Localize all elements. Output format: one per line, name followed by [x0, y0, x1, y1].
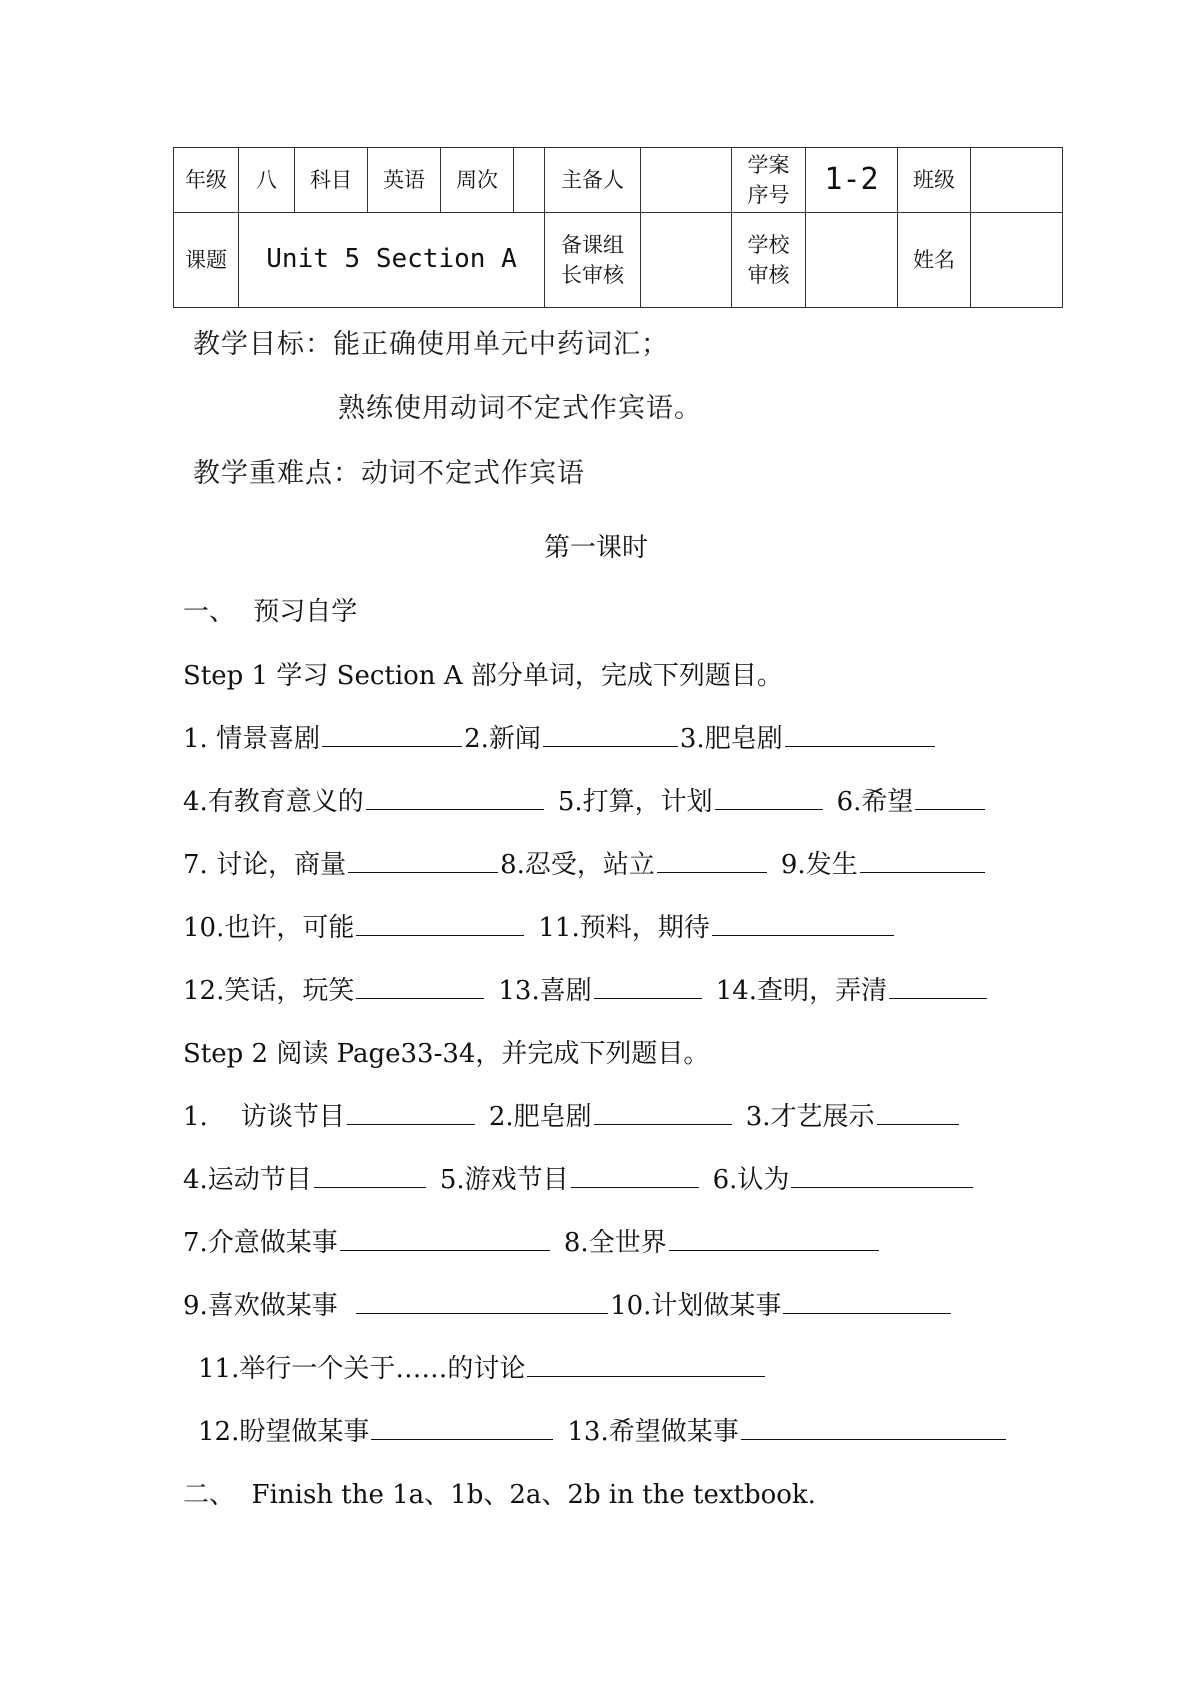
step2-item-5: 5.游戏节目 — [439, 1165, 569, 1195]
header-table — [173, 147, 1063, 308]
step2-item-3: 3.才艺展示 — [745, 1102, 875, 1132]
school-review-value — [806, 213, 898, 308]
step2-row-2 — [183, 1159, 975, 1196]
answer-blank[interactable] — [366, 785, 544, 810]
section1-heading: 一、 预习自学 — [183, 597, 358, 627]
preparer-label: 主备人 — [545, 148, 641, 213]
answer-blank[interactable] — [785, 722, 935, 747]
step1-item-2: 2.新闻 — [464, 724, 541, 754]
grade-value: 八 — [239, 148, 295, 213]
case-no-label — [732, 148, 806, 213]
step2-row-4 — [183, 1285, 953, 1322]
step1-item-5: 5.打算，计划 — [557, 787, 713, 817]
topic-value: Unit 5 Section A — [239, 213, 545, 308]
school-review-label-line2: 审核 — [747, 263, 790, 287]
answer-blank[interactable] — [657, 848, 767, 873]
topic-label: 课题 — [174, 213, 239, 308]
answer-blank[interactable] — [877, 1100, 959, 1125]
week-label: 周次 — [441, 148, 514, 213]
step1-item-1: 1. 情景喜剧 — [183, 724, 321, 754]
answer-blank[interactable] — [594, 974, 702, 999]
name-value — [971, 213, 1063, 308]
step2-item-12: 12.盼望做某事 — [198, 1417, 370, 1447]
step2-item-11: 11.举行一个关于……的讨论 — [198, 1354, 526, 1384]
class-label: 班级 — [898, 148, 971, 213]
answer-blank[interactable] — [741, 1415, 1006, 1440]
name-label: 姓名 — [898, 213, 971, 308]
group-review-value — [641, 213, 732, 308]
step1-title: Step 1 学习 Section A 部分单词，完成下列题目。 — [183, 661, 783, 691]
class-value — [971, 148, 1063, 213]
step1-row-5 — [183, 970, 989, 1007]
step2-item-6: 6.认为 — [712, 1165, 790, 1195]
step1-item-6: 6.希望 — [836, 787, 914, 817]
answer-blank[interactable] — [712, 911, 894, 936]
subject-value: 英语 — [368, 148, 441, 213]
step1-item-14: 14.查明，弄清 — [715, 976, 888, 1006]
answer-blank[interactable] — [669, 1226, 879, 1251]
answer-blank[interactable] — [571, 1163, 699, 1188]
step1-row-1 — [183, 718, 937, 755]
step2-row-3 — [183, 1222, 881, 1259]
step2-row-6 — [198, 1411, 1008, 1448]
step2-item-8: 8.全世界 — [563, 1228, 667, 1258]
step1-row-3 — [183, 844, 987, 881]
step2-item-4: 4.运动节目 — [183, 1165, 312, 1195]
case-no-label-line1: 学案 — [747, 152, 790, 177]
teaching-goal-line2: 熟练使用动词不定式作宾语。 — [338, 393, 702, 424]
answer-blank[interactable] — [356, 1289, 608, 1314]
answer-blank[interactable] — [860, 848, 985, 873]
group-review-label-line2: 长审核 — [561, 263, 624, 287]
answer-blank[interactable] — [889, 974, 987, 999]
step1-item-9: 9.发生 — [780, 850, 858, 880]
answer-blank[interactable] — [356, 974, 484, 999]
answer-blank[interactable] — [356, 911, 524, 936]
step2-item-10: 10.计划做某事 — [610, 1291, 782, 1321]
lesson-title: 第一课时 — [544, 533, 649, 563]
step2-row-5 — [198, 1348, 767, 1385]
answer-blank[interactable] — [348, 848, 498, 873]
answer-blank[interactable] — [715, 785, 823, 810]
school-review-label — [732, 213, 806, 308]
step2-item-9: 9.喜欢做某事 — [183, 1291, 347, 1321]
week-value — [514, 148, 545, 213]
step2-title: Step 2 阅读 Page33-34，并完成下列题目。 — [183, 1039, 710, 1069]
subject-label: 科目 — [295, 148, 368, 213]
step1-item-12: 12.笑话，玩笑 — [183, 976, 355, 1006]
group-review-label — [545, 213, 641, 308]
teaching-goal-line1: 教学目标：能正确使用单元中药词汇； — [193, 329, 669, 360]
step2-row-1 — [183, 1096, 961, 1133]
answer-blank[interactable] — [543, 722, 678, 747]
answer-blank[interactable] — [594, 1100, 732, 1125]
step1-item-4: 4.有教育意义的 — [183, 787, 364, 817]
answer-blank[interactable] — [371, 1415, 553, 1440]
grade-label: 年级 — [174, 148, 239, 213]
step1-item-3: 3.肥皂剧 — [679, 724, 783, 754]
step1-row-4 — [183, 907, 896, 944]
section2-heading: 二、 Finish the 1a、1b、2a、2b in the textbook. — [183, 1480, 816, 1510]
step1-item-13: 13.喜剧 — [498, 976, 592, 1006]
preparer-value — [641, 148, 732, 213]
answer-blank[interactable] — [322, 722, 462, 747]
group-review-label-line1: 备课组 — [561, 232, 624, 257]
answer-blank[interactable] — [314, 1163, 426, 1188]
answer-blank[interactable] — [783, 1289, 951, 1314]
answer-blank[interactable] — [340, 1226, 550, 1251]
step2-item-2: 2.肥皂剧 — [488, 1102, 592, 1132]
answer-blank[interactable] — [915, 785, 985, 810]
answer-blank[interactable] — [791, 1163, 973, 1188]
step2-item-1: 1. 访谈节目 — [183, 1102, 345, 1132]
step1-item-8: 8.忍受，站立 — [500, 850, 655, 880]
answer-blank[interactable] — [527, 1352, 765, 1377]
key-points: 教学重难点：动词不定式作宾语 — [193, 458, 585, 489]
step1-item-10: 10.也许，可能 — [183, 913, 355, 943]
step1-item-7: 7. 讨论，商量 — [183, 850, 347, 880]
step1-item-11: 11.预料，期待 — [538, 913, 710, 943]
step2-item-13: 13.希望做某事 — [567, 1417, 739, 1447]
step2-item-7: 7.介意做某事 — [183, 1228, 338, 1258]
answer-blank[interactable] — [347, 1100, 475, 1125]
case-no-label-line2: 序号 — [747, 183, 790, 207]
case-no-value: 1-2 — [806, 148, 898, 213]
step1-row-2 — [183, 781, 987, 818]
school-review-label-line1: 学校 — [747, 232, 790, 257]
